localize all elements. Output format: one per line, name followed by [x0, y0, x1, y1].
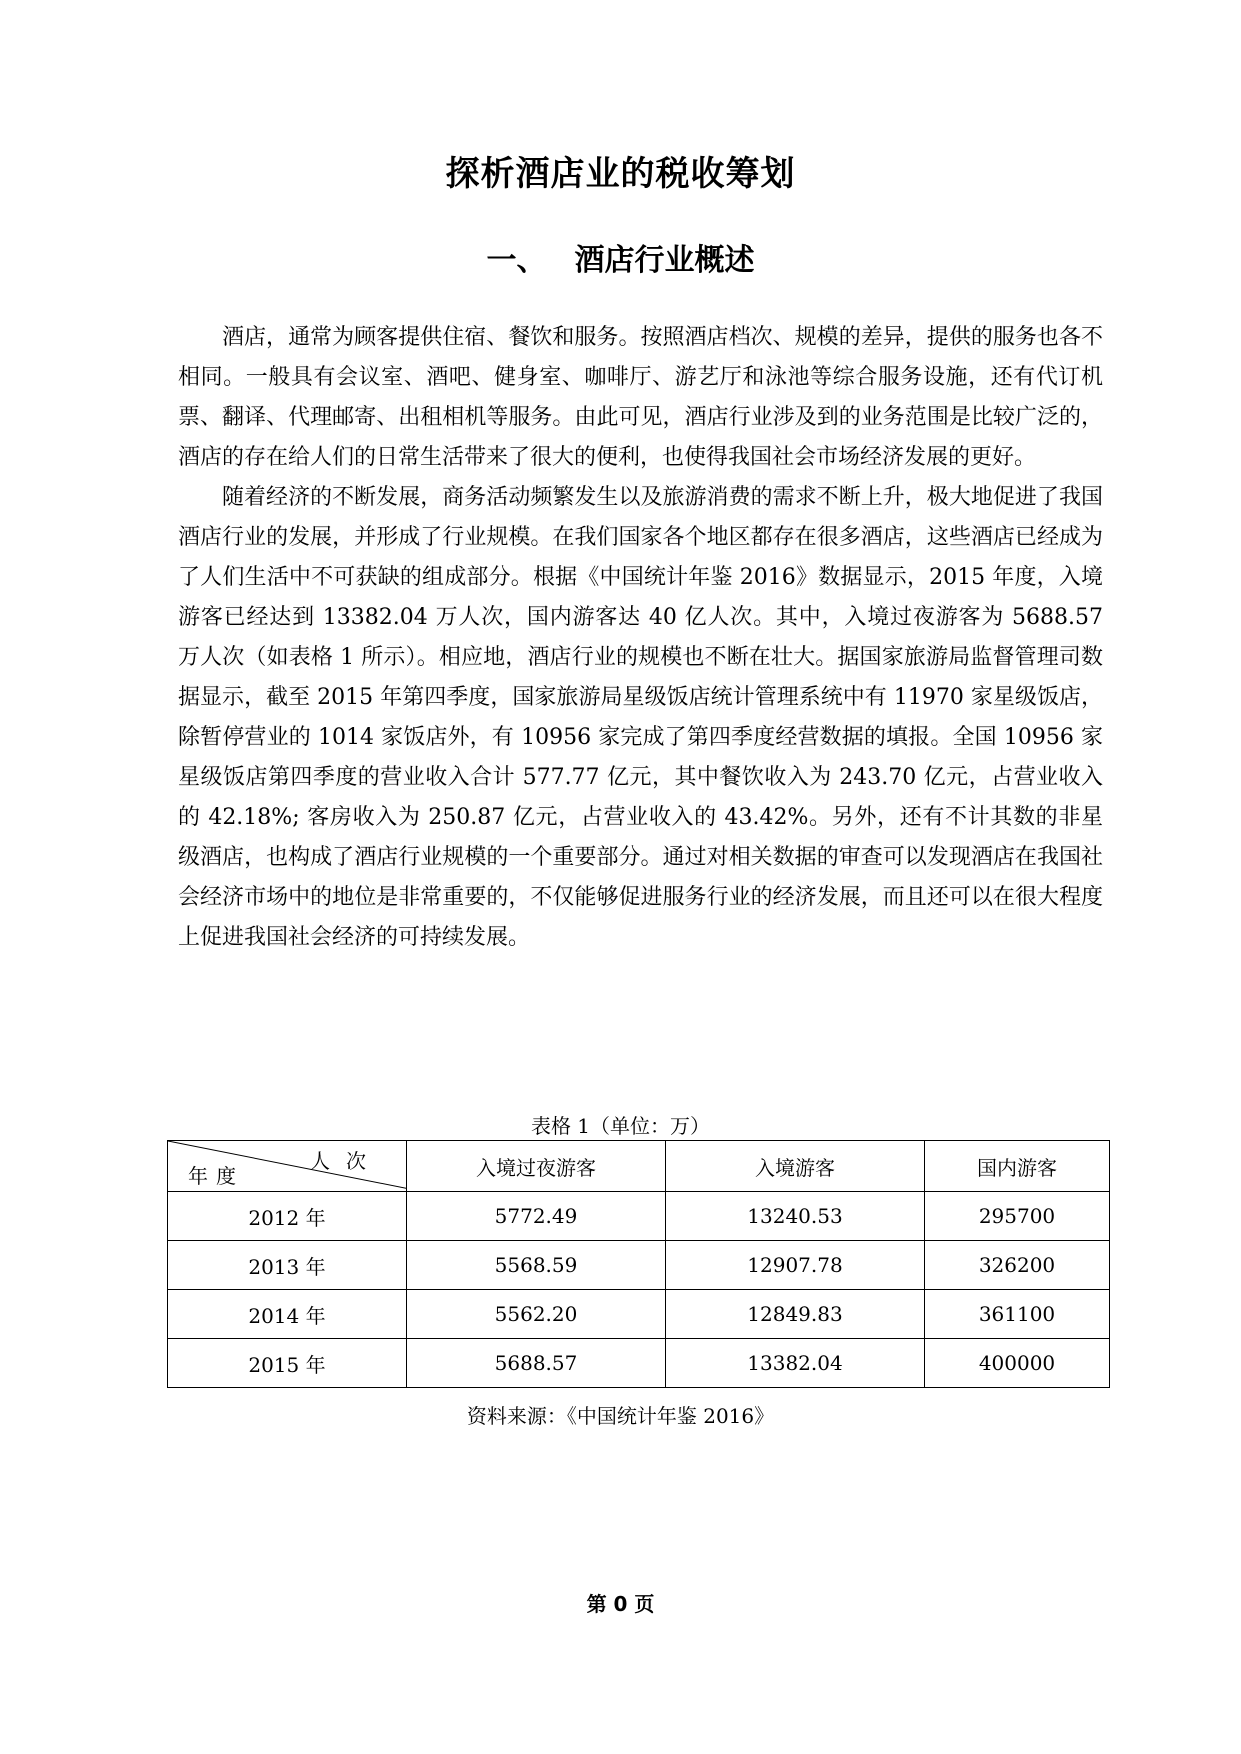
page-number: 第 0 页 — [586, 1592, 655, 1616]
cell-year: 2012 年 — [168, 1192, 407, 1241]
paragraph-1: 酒店，通常为顾客提供住宿、餐饮和服务。按照酒店档次、规模的差异，提供的服务也各不相同。一般具有会议室、酒吧、健身室、咖啡厅、游艺厅和泳池等综合服务设施，还有代订机票、翻译、代理邮寄、出租相机等服务。由此可见，酒店行业涉及到的业务范围是比较广泛的，酒店的存在给人们的日常生活带来了很大的便利，也使得我国社会市场经济发展的更好。 — [178, 325, 1103, 470]
cell-inbound: 12849.83 — [666, 1290, 925, 1339]
section-title: 酒店行业概述 — [574, 243, 755, 278]
cell-inbound: 13240.53 — [666, 1192, 925, 1241]
table-row — [168, 1192, 1110, 1241]
table-source: 资料来源：《中国统计年鉴 2016》 — [466, 1404, 775, 1428]
table-header-row — [168, 1141, 1110, 1192]
cell-domestic: 326200 — [925, 1241, 1110, 1290]
document-title: 探析酒店业的税收筹划 — [445, 154, 796, 194]
cell-overnight: 5772.49 — [407, 1192, 666, 1241]
header-overnight: 入境过夜游客 — [407, 1141, 666, 1192]
table-row — [168, 1339, 1110, 1388]
table-caption: 表格 1（单位：万） — [530, 1114, 711, 1138]
corner-top-label: 人次 — [310, 1149, 382, 1173]
cell-inbound: 13382.04 — [666, 1339, 925, 1388]
header-inbound: 入境游客 — [666, 1141, 925, 1192]
cell-overnight: 5688.57 — [407, 1339, 666, 1388]
cell-overnight: 5562.20 — [407, 1290, 666, 1339]
cell-domestic: 400000 — [925, 1339, 1110, 1388]
table-row — [168, 1241, 1110, 1290]
visitor-table — [167, 1140, 1110, 1388]
body-text — [178, 318, 1103, 958]
corner-bottom-label: 年度 — [188, 1164, 244, 1188]
cell-year: 2014 年 — [168, 1290, 407, 1339]
table-row — [168, 1290, 1110, 1339]
paragraph-2: 随着经济的不断发展，商务活动频繁发生以及旅游消费的需求不断上升，极大地促进了我国酒店行业的发展，并形成了行业规模。在我们国家各个地区都存在很多酒店，这些酒店已经成为了人们生活中不可获缺的组成部分。根据《中国统计年鉴 2016》数据显示，2015 年度，入境游客已经达到 13382.04 万人次，国内游客达 40 亿人次。其中，入境过夜游客为 5688.57 万人次（如表格 1 所示）。相应地，酒店行业的规模也不断在壮大。据国家旅游局监督管理司数据显示，截至 2015 年第四季度，国家旅游局星级饭店统计管理系统中有 11970 家星级饭店，除暂停营业的 1014 家饭店外，有 10956 家完成了第四季度经营数据的填报。全国 10956 家星级饭店第四季度的营业收入合计 577.77 亿元，其中餐饮收入为 243.70 亿元，占营业收入的 42.18%; 客房收入为 250.87 亿元，占营业收入的 43.42%。另外，还有不计其数的非星级酒店，也构成了酒店行业规模的一个重要部分。通过对相关数据的审查可以发现酒店在我国社会经济市场中的地位是非常重要的，不仅能够促进服务行业的经济发展，而且还可以在很大程度上促进我国社会经济的可持续发展。 — [178, 485, 1103, 950]
table-corner-cell — [168, 1141, 407, 1192]
cell-overnight: 5568.59 — [407, 1241, 666, 1290]
section-number: 一、 — [486, 243, 547, 278]
cell-year: 2013 年 — [168, 1241, 407, 1290]
cell-domestic: 361100 — [925, 1290, 1110, 1339]
cell-inbound: 12907.78 — [666, 1241, 925, 1290]
header-domestic: 国内游客 — [925, 1141, 1110, 1192]
cell-year: 2015 年 — [168, 1339, 407, 1388]
section-heading — [0, 235, 1241, 279]
cell-domestic: 295700 — [925, 1192, 1110, 1241]
